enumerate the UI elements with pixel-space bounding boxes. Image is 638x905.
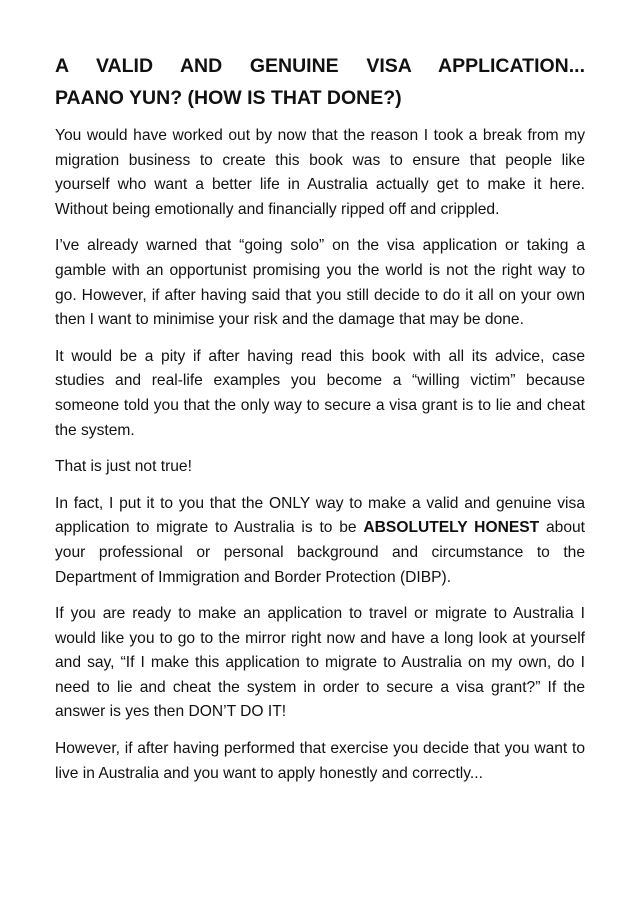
paragraph-1: You would have worked out by now that the reason I took a break from my migration business to create this book was to ensure that people like yourself who want a better life in Australia actually get to make it here. Without being emotionally and financially ripped off and crippled. xyxy=(55,127,585,218)
title-line-2: PAANO YUN? (HOW IS THAT DONE?) xyxy=(55,87,402,109)
paragraph-3: It would be a pity if after having read this book with all its advice, case studies and real-life examples you become a “willing victim” because someone told you that the only way to secure a visa grant is to lie and cheat the system. xyxy=(55,347,585,439)
page-title xyxy=(55,50,585,114)
paragraph-6: If you are ready to make an application to travel or migrate to Australia I would like you to go to the mirror right now and have a long look at yourself and say, “If I make this application to migrate to Australia on my own, do I need to lie and cheat the system in order to secure a visa grant?” If the answer is yes then DON’T DO IT! xyxy=(55,605,585,721)
title-line-1: A VALID AND GENUINE VISA APPLICATION... xyxy=(55,55,585,77)
paragraph-4: That is just not true! xyxy=(55,458,192,476)
emphasis-absolutely-honest: ABSOLUTELY HONEST xyxy=(363,519,540,537)
paragraph-7: However, if after having performed that exercise you decide that you want to live in Australia and you want to apply honestly and correctly... xyxy=(55,740,585,782)
document-page xyxy=(55,50,585,798)
paragraph-5 xyxy=(55,492,585,590)
paragraph-5-text-start: In fact, I put it to you that the ONLY way to make a valid and genuine visa application to migrate to Australia is to be xyxy=(55,494,585,537)
paragraph-2: I’ve already warned that “going solo” on the visa application or taking a gamble with an opportunist promising you the world is not the right way to go. However, if after having said that you still decide to do it all on your own then I want to minimise your risk and the damage that may be done. xyxy=(55,237,585,329)
paragraph-5-text-end: about your professional or personal background and circumstance to the Department of Immigration and Border Protection (DIBP). xyxy=(55,519,585,586)
